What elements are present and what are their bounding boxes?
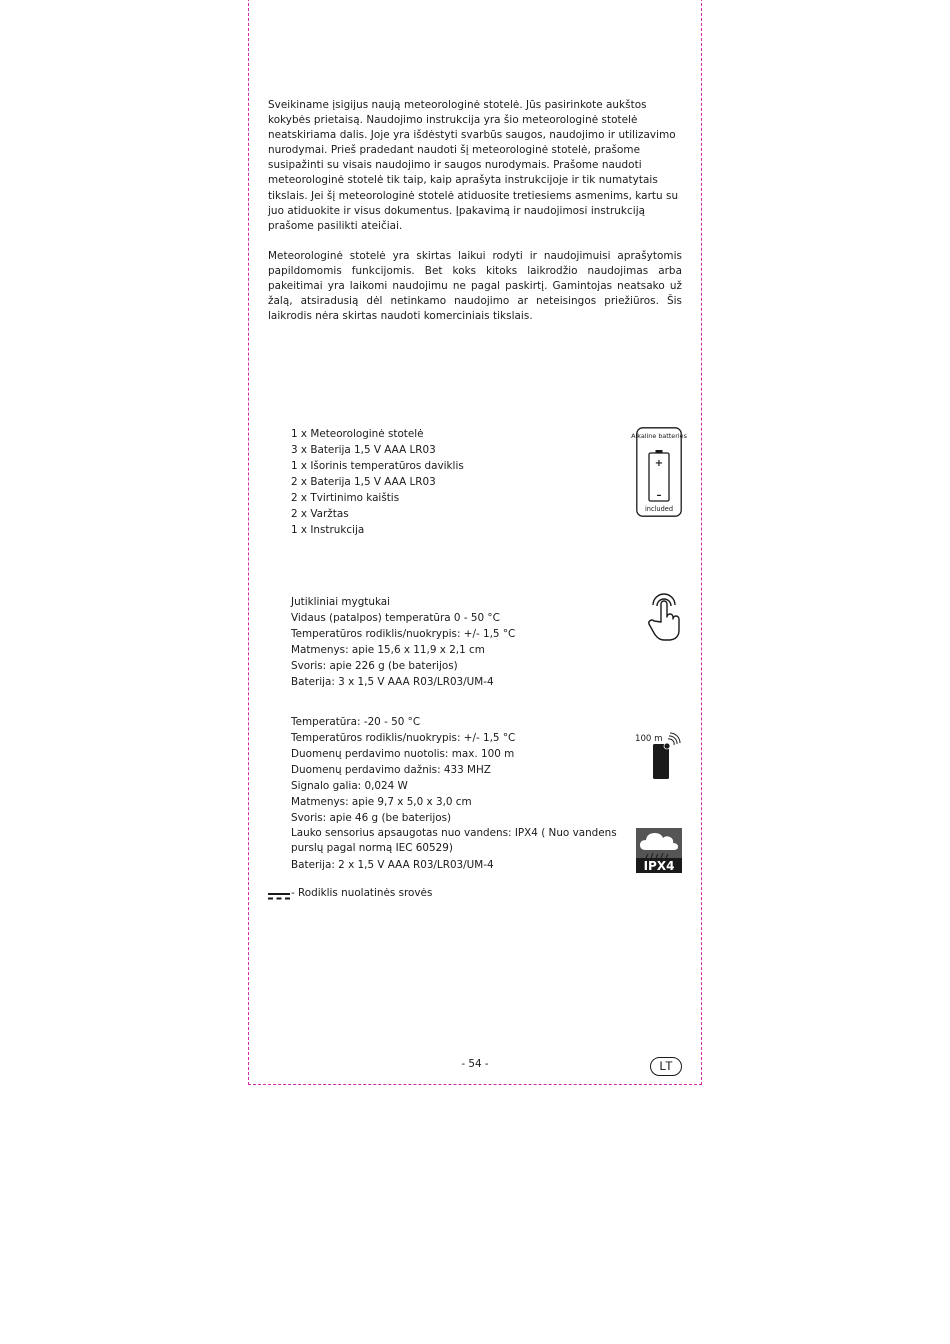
ipx4-label: IPX4 [643, 859, 675, 873]
list-item: Temperatūra: -20 - 50 °C [291, 716, 421, 728]
outdoor-sensor-specs-list [291, 714, 621, 873]
package-contents-list [291, 426, 464, 538]
list-item: Svoris: apie 226 g (be baterijos) [291, 660, 458, 672]
list-item: Lauko sensorius apsaugotas nuo vandens: IPX4 ( Nuo vandens purslų pagal normą IEC 60529) [291, 827, 617, 854]
language-badge: LT [650, 1057, 682, 1076]
ipx4-waterproof-icon [636, 828, 682, 873]
battery-icon-top-label: Alkaline batteries [631, 432, 687, 440]
page-number: - 54 - [461, 1058, 489, 1070]
battery-icon-bottom-label: included [644, 505, 674, 513]
list-item: Duomenų perdavimo nuotolis: max. 100 m [291, 748, 515, 760]
list-item: Baterija: 3 x 1,5 V AAA R03/LR03/UM-4 [291, 676, 494, 688]
svg-text:+: + [654, 458, 664, 469]
list-item: Matmenys: apie 9,7 x 5,0 x 3,0 cm [291, 796, 472, 808]
intended-use-paragraph: Meteorologinė stotelė yra skirtas laikui rodyti ir naudojimuisi aprašytomis papildomomis funkcijomis. Bet koks kitoks laikrodžio naudojimas arba pakeitimai yra laikomi naudojimu ne pagal paskirtį. Gamintojas neatsako už žalą, atsiradusią dėl netinkamo naudojimo ar neteisingos priežiūros. Šis laikrodis nėra skirtas naudoti komerciniais tikslais. [268, 250, 682, 323]
list-item: Signalo galia: 0,024 W [291, 780, 408, 792]
list-item: Temperatūros rodiklis/nuokrypis: +/- 1,5 °C [291, 732, 516, 744]
base-station-specs-list [291, 594, 515, 690]
list-item: Vidaus (patalpos) temperatūra 0 - 50 °C [291, 612, 500, 624]
wireless-range-icon [634, 730, 684, 782]
list-item: 2 x Tvirtinimo kaištis [291, 492, 400, 504]
list-item: 3 x Baterija 1,5 V AAA LR03 [291, 444, 436, 456]
svg-text:–: – [656, 490, 662, 501]
list-item: 1 x Išorinis temperatūros daviklis [291, 460, 464, 472]
list-item: Svoris: apie 46 g (be baterijos) [291, 812, 452, 824]
dc-indicator-note [268, 885, 432, 901]
list-item: 1 x Instrukcija [291, 524, 365, 536]
alkaline-batteries-included-icon [631, 427, 687, 517]
dc-current-icon [268, 889, 290, 896]
list-item: Temperatūros rodiklis/nuokrypis: +/- 1,5 °C [291, 628, 516, 640]
dc-note-text: - Rodiklis nuolatinės srovės [291, 887, 433, 899]
list-item: 2 x Baterija 1,5 V AAA LR03 [291, 476, 436, 488]
list-item: 2 x Varžtas [291, 508, 349, 520]
list-item: Duomenų perdavimo dažnis: 433 MHZ [291, 764, 491, 776]
list-item: Jutikliniai mygtukai [291, 596, 391, 608]
touch-hand-icon [644, 592, 684, 642]
range-label: 100 m [635, 734, 663, 744]
list-item: Baterija: 2 x 1,5 V AAA R03/LR03/UM-4 [291, 859, 494, 871]
list-item: Matmenys: apie 15,6 x 11,9 x 2,1 cm [291, 644, 485, 656]
list-item: 1 x Meteorologinė stotelė [291, 428, 424, 440]
intro-paragraph: Sveikiname įsigijus naują meteorologinė stotelė. Jūs pasirinkote aukštos kokybės prietaisą. Naudojimo instrukcija yra šio meteorologinė stotelė neatskiriama dalis. Joje yra išdėstyti svarbūs saugos, naudojimo ir utilizavimo nurodymai. Prieš pradedant naudoti šį meteorologinė stotelė, prašome susipažinti su visais naudojimo ir saugos nurodymais. Prašome naudoti meteorologinė stotelė tik taip, kaip aprašyta instrukcijoje ir tik numatytais tikslais. Jei šį meteorologinė stotelė atiduosite tretiesiems asmenims, kartu su juo atiduokite ir visus dokumentus. Įpakavimą ir naudojimosi instrukciją prašome pasilikti ateičiai. [268, 99, 679, 232]
